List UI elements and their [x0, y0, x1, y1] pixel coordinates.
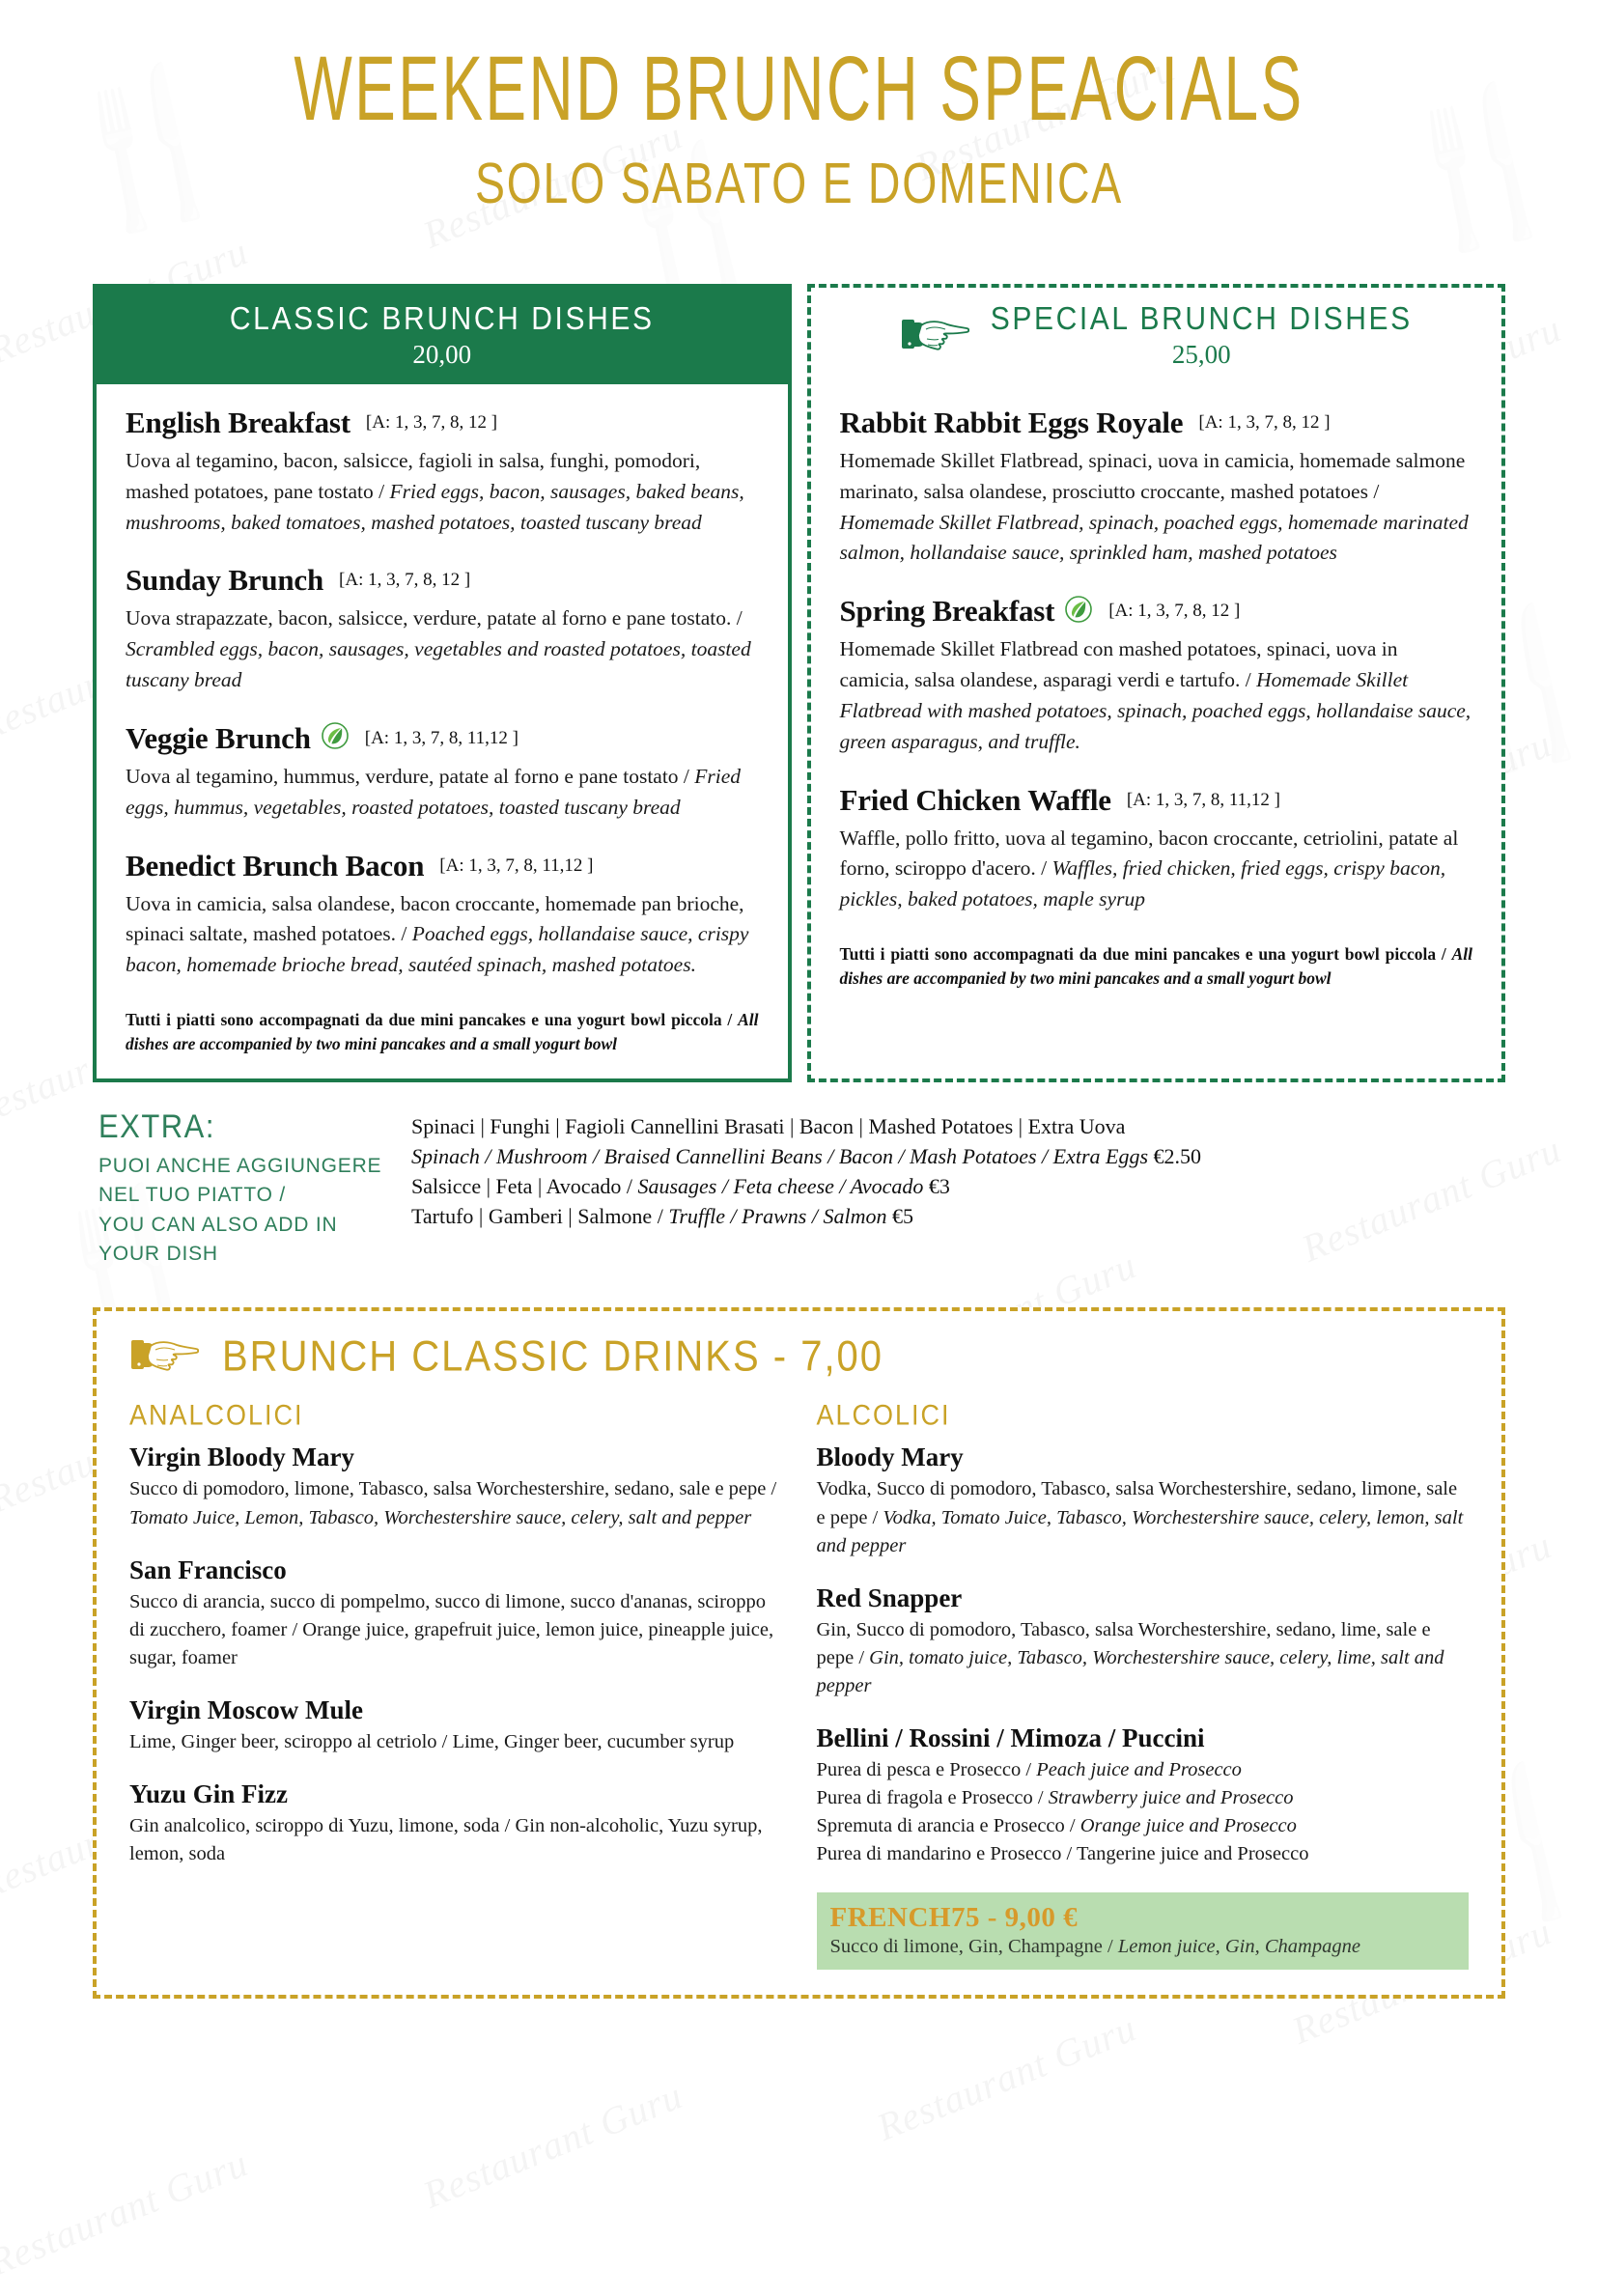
- drinks-heading: BRUNCH CLASSIC DRINKS - 7,00: [222, 1332, 884, 1382]
- dish-name: Rabbit Rabbit Eggs Royale: [839, 406, 1184, 439]
- extra-subtitle-line2: YOU CAN ALSO ADD IN YOUR DISH: [98, 1213, 338, 1265]
- dish-item: [126, 849, 759, 981]
- classic-dish-list: [97, 384, 788, 1000]
- drink-name: San Francisco: [129, 1554, 287, 1584]
- french75-description: Succo di limone, Gin, Champagne / Lemon juice, Gin, Champagne: [829, 1935, 1360, 1957]
- dish-description: Uova al tegamino, hummus, verdure, patate al forno e pane tostato / Fried eggs, hummus, vegetables, roasted potatoes, toasted tuscany bread: [126, 764, 742, 819]
- dish-name: English Breakfast: [126, 406, 350, 439]
- dish-item: [126, 406, 759, 538]
- extra-line: Spinaci | Funghi | Fagioli Cannellini Brasati | Bacon | Mashed Potatoes | Extra Uova: [411, 1113, 1126, 1138]
- drink-name: Bloody Mary: [816, 1442, 964, 1472]
- dish-item: [126, 563, 759, 695]
- drink-item: [129, 1442, 782, 1531]
- french75-title: FRENCH75 - 9,00 €: [829, 1901, 1079, 1933]
- dish-header: [126, 563, 759, 598]
- drink-item: [817, 1583, 1470, 1700]
- non-alcoholic-category: ANALCOLICI: [129, 1399, 304, 1432]
- drink-item: [129, 1779, 782, 1868]
- extra-labels: [93, 1107, 392, 1270]
- watermark-text: [417, 2072, 689, 2217]
- pointing-hand-icon: [129, 1332, 199, 1382]
- drinks-section: [93, 1307, 1505, 1998]
- dish-header: [840, 594, 1473, 629]
- alcoholic-column: [817, 1395, 1470, 1969]
- special-panel-heading: SPECIAL BRUNCH DISHES: [990, 300, 1413, 337]
- extra-title: EXTRA:: [98, 1106, 215, 1145]
- special-panel-header: [811, 288, 1502, 384]
- extra-line: Tartufo | Gamberi | Salmone / Truffle / Prawns / Salmon €5: [411, 1204, 913, 1229]
- drink-description: Gin analcolico, sciroppo di Yuzu, limone, soda / Gin non-alcoholic, Yuzu syrup, lemon, soda: [129, 1815, 763, 1865]
- classic-panel-heading: CLASSIC BRUNCH DISHES: [229, 300, 655, 337]
- page-title: WEEKEND BRUNCH SPEACIALS: [294, 38, 1304, 140]
- alcoholic-list: [817, 1442, 1470, 1969]
- classic-panel-price: 20,00: [412, 339, 472, 369]
- drink-item: [817, 1723, 1470, 1868]
- dish-header: [126, 406, 759, 440]
- alcoholic-category: ALCOLICI: [816, 1399, 951, 1432]
- special-brunch-panel: [807, 284, 1506, 1082]
- dish-header: [840, 783, 1473, 818]
- dish-item: [840, 594, 1473, 757]
- watermark-text: [871, 2004, 1143, 2149]
- classic-brunch-panel: [93, 284, 792, 1082]
- extra-line: Salsicce | Feta | Avocado / Sausages / Feta cheese / Avocado €3: [411, 1174, 950, 1199]
- drink-name: Virgin Moscow Mule: [129, 1694, 363, 1724]
- special-dish-list: [811, 384, 1502, 935]
- dish-header: [126, 849, 759, 883]
- dish-name: Sunday Brunch: [126, 563, 324, 598]
- special-panel-note: Tutti i piatti sono accompagnati da due mini pancakes e una yogurt bowl piccola / All dishes are accompanied by two mini pancakes and a small yogurt bowl: [839, 943, 1472, 989]
- drinks-header: [129, 1332, 1469, 1382]
- drink-variant-line: Purea di pesca e Prosecco / Peach juice and Prosecco: [816, 1759, 1242, 1781]
- dish-header: [126, 721, 759, 756]
- dish-description: Homemade Skillet Flatbread con mashed potatoes, spinaci, uova in camicia, salsa olandese, asparagi verdi e tartufo. / Homemade Skillet Flatbread with mashed potatoes, spinach, poached eggs, hollandaise sauce, green asparagus, and truffle.: [839, 637, 1472, 753]
- dish-name: Benedict Brunch Bacon: [126, 848, 425, 882]
- drink-name: Red Snapper: [816, 1582, 963, 1612]
- non-alcoholic-column: [129, 1395, 782, 1969]
- dish-allergens: [A: 1, 3, 7, 8, 12 ]: [1108, 601, 1241, 622]
- dish-allergens: [A: 1, 3, 7, 8, 12 ]: [365, 412, 498, 433]
- drink-item: [817, 1442, 1470, 1559]
- dish-allergens: [A: 1, 3, 7, 8, 12 ]: [339, 570, 471, 591]
- dish-allergens: [A: 1, 3, 7, 8, 11,12 ]: [1126, 789, 1281, 810]
- dish-description: Waffle, pollo fritto, uova al tegamino, bacon croccante, cetriolini, patate al forno, sciroppo d'acero. / Waffles, fried chicken, fried eggs, crispy bacon, pickles, baked potatoes, maple syrup: [839, 826, 1459, 911]
- pointing-hand-icon: [900, 312, 969, 361]
- watermark-text: [0, 2140, 254, 2284]
- extra-section: [93, 1107, 1505, 1270]
- drink-variant-line: Spremuta di arancia e Prosecco / Orange juice and Prosecco: [816, 1815, 1297, 1837]
- drink-item: [129, 1695, 782, 1756]
- drinks-columns: [129, 1395, 1469, 1969]
- drink-description: Succo di arancia, succo di pompelmo, succo di limone, succo d'ananas, sciroppo di zucchero, foamer / Orange juice, grapefruit juice, lemon juice, pineapple juice, sugar, foamer: [129, 1590, 774, 1668]
- vegetarian-icon: [321, 721, 350, 755]
- dish-description: Uova al tegamino, bacon, salsicce, fagioli in salsa, funghi, pomodori, mashed potatoes, pane tostato / Fried eggs, bacon, sausages, baked beans, mushrooms, baked tomatoes, mashed potatoes, toasted tuscany bread: [126, 449, 744, 534]
- non-alcoholic-list: [129, 1442, 782, 1868]
- drink-description: Vodka, Succo di pomodoro, Tabasco, salsa Worchestershire, sedano, limone, sale e pepe / Vodka, Tomato Juice, Tabasco, Worchestershire sauce, celery, lemon, salt and pepper: [816, 1478, 1464, 1556]
- dish-allergens: [A: 1, 3, 7, 8, 11,12 ]: [364, 727, 519, 748]
- dish-item: [840, 783, 1473, 915]
- dish-description: Homemade Skillet Flatbread, spinaci, uova in camicia, homemade salmone marinato, salsa olandese, prosciutto croccante, mashed potatoes / Homemade Skillet Flatbread, spinach, poached eggs, homemade marinated salmon, hollandaise sauce, sprinkled ham, mashed potatoes: [839, 449, 1469, 565]
- drink-name: Virgin Bloody Mary: [129, 1442, 354, 1472]
- dish-name: Fried Chicken Waffle: [839, 782, 1111, 817]
- drink-variant-line: Purea di mandarino e Prosecco / Tangerine juice and Prosecco: [816, 1843, 1309, 1865]
- dish-item: [840, 406, 1473, 569]
- dish-description: Uova in camicia, salsa olandese, bacon croccante, homemade pan brioche, spinaci saltate, mashed potatoes. / Poached eggs, hollandaise sauce, crispy bacon, homemade brioche bread, sautéed spinach, mashed potatoes.: [126, 891, 749, 977]
- dish-item: [126, 721, 759, 824]
- dish-allergens: [A: 1, 3, 7, 8, 11,12 ]: [439, 854, 594, 876]
- dish-description: Uova strapazzate, bacon, salsicce, verdure, patate al forno e pane tostato. / Scrambled eggs, bacon, sausages, vegetables and roasted potatoes, toasted tuscany bread: [126, 606, 751, 692]
- dish-name: Spring Breakfast: [839, 594, 1055, 629]
- extra-subtitle: [98, 1152, 392, 1270]
- drink-description: Lime, Ginger beer, sciroppo al cetriolo / Lime, Ginger beer, cucumber syrup: [129, 1730, 735, 1752]
- french75-highlight: [817, 1892, 1470, 1970]
- drink-item: [129, 1555, 782, 1672]
- classic-panel-note: Tutti i piatti sono accompagnati da due mini pancakes e una yogurt bowl piccola / All dishes are accompanied by two mini pancakes and a small yogurt bowl: [126, 1009, 759, 1054]
- drink-description: Gin, Succo di pomodoro, Tabasco, salsa Worchestershire, sedano, lime, sale e pepe / Gin, tomato juice, Tabasco, Worchestershire sauce, celery, lime, salt and pepper: [816, 1618, 1444, 1696]
- extra-subtitle-line1: PUOI ANCHE AGGIUNGERE NEL TUO PIATTO /: [98, 1154, 382, 1207]
- dish-panels: [93, 284, 1505, 1082]
- drink-description: [817, 1756, 1470, 1868]
- extra-list: [411, 1107, 1505, 1270]
- classic-panel-header: [97, 288, 788, 384]
- dish-allergens: [A: 1, 3, 7, 8, 12 ]: [1198, 412, 1331, 433]
- vegetarian-icon: [1064, 595, 1093, 629]
- drink-name: Yuzu Gin Fizz: [129, 1779, 289, 1809]
- drink-variant-line: Purea di fragola e Prosecco / Strawberry juice and Prosecco: [816, 1787, 1294, 1809]
- drink-description: Succo di pomodoro, limone, Tabasco, salsa Worchestershire, sedano, sale e pepe / Tomato Juice, Lemon, Tabasco, Worchestershire sauce, celery, salt and pepper: [129, 1478, 777, 1528]
- special-panel-price: 25,00: [1171, 339, 1231, 369]
- drink-name: Bellini / Rossini / Mimoza / Puccini: [816, 1723, 1205, 1753]
- dish-header: [840, 406, 1473, 440]
- page-subtitle: SOLO SABATO E DOMENICA: [475, 152, 1123, 216]
- dish-name: Veggie Brunch: [126, 720, 311, 755]
- extra-line: Spinach / Mushroom / Braised Cannellini Beans / Bacon / Mash Potatoes / Extra Eggs €2.50: [411, 1143, 1202, 1168]
- menu-page: [0, 37, 1598, 1999]
